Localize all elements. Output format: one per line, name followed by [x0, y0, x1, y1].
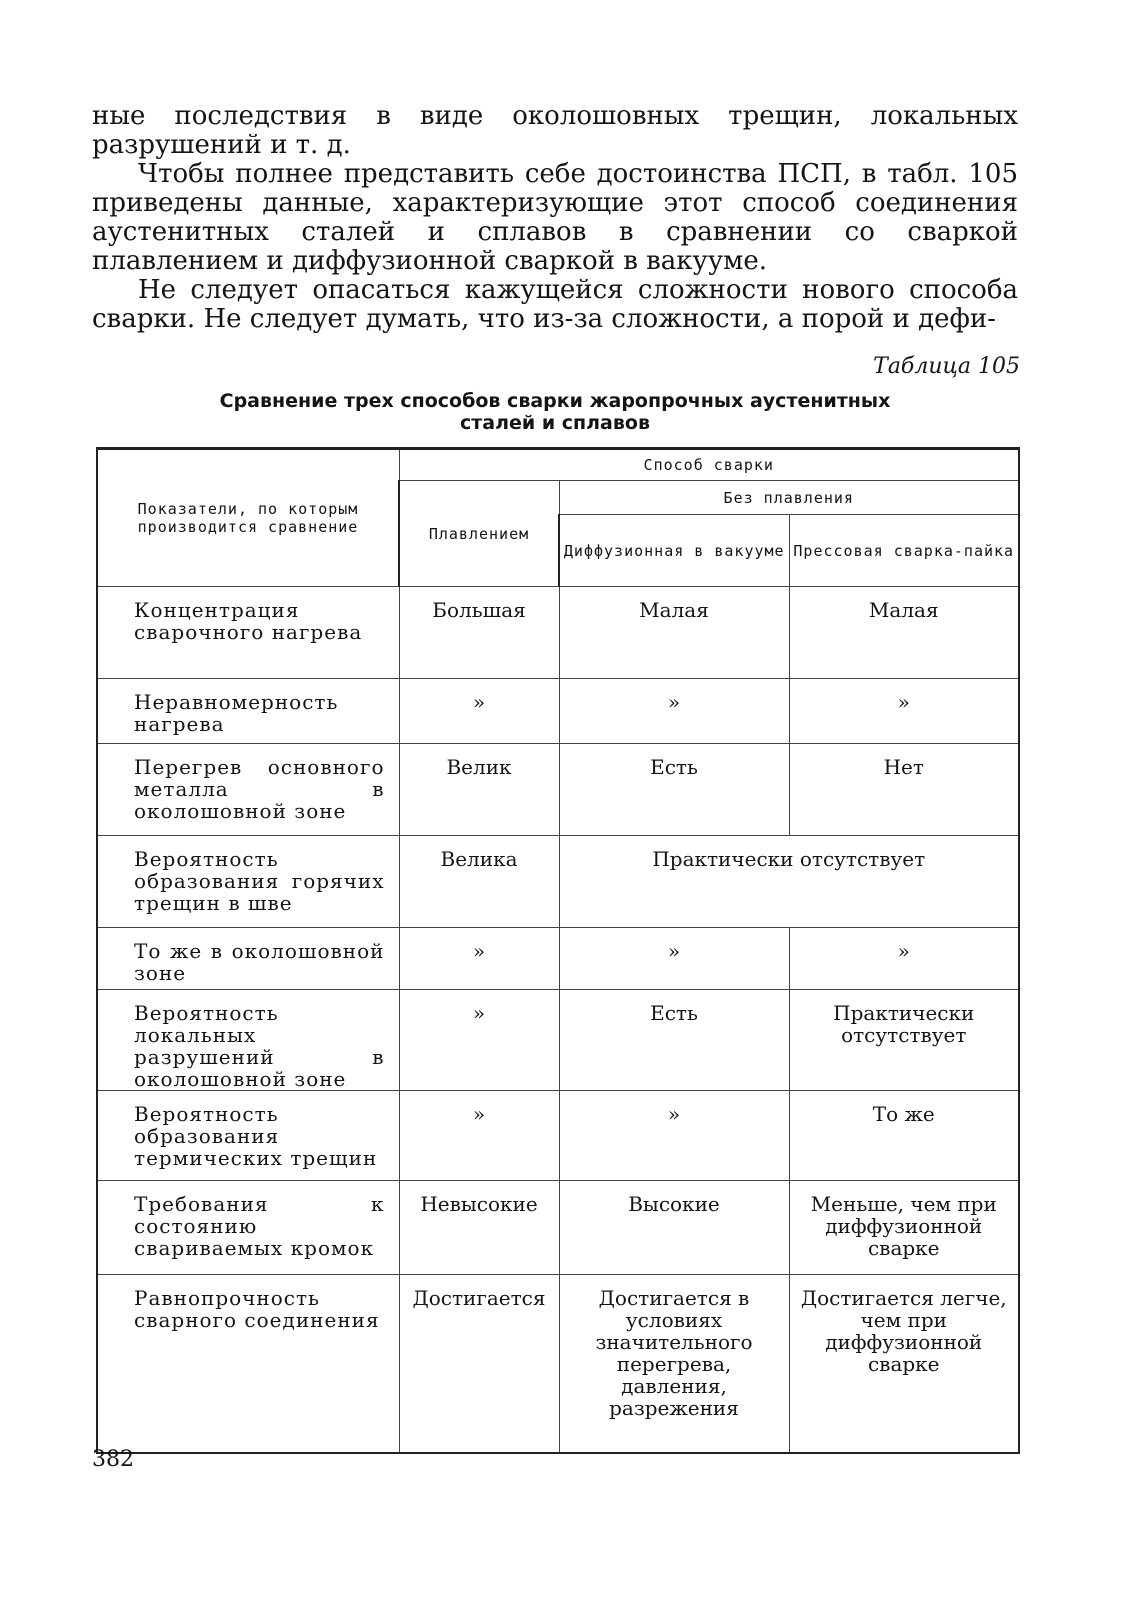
cell-melting: Большая	[399, 587, 559, 679]
table-title-line: сталей и сплавов	[460, 412, 650, 434]
row-criterion: То же в околошовной зоне	[97, 928, 399, 990]
header-method-group: Способ сварки	[399, 449, 1019, 481]
row-criterion: Вероятность локальных разрушений в околошовной зоне	[97, 990, 399, 1091]
row-criterion: Равнопрочность сварного соединения	[97, 1275, 399, 1453]
body-text	[92, 102, 1018, 334]
cell-diffusion: »	[559, 1091, 789, 1181]
cell-diffusion: Достигается в условиях значительного перегрева, давления, разрежения	[559, 1275, 789, 1453]
row-criterion: Неравномерность нагрева	[97, 679, 399, 744]
cell-diffusion: Высокие	[559, 1181, 789, 1275]
cell-pressure: То же	[789, 1091, 1019, 1181]
paragraph: Не следует опасаться кажущейся сложности нового способа сварки. Не следует думать, что из-за сложности, а порой и дефи-	[92, 275, 1018, 334]
cell-melting: Велика	[399, 836, 559, 928]
row-criterion: Перегрев основного металла в околошовной зоне	[97, 744, 399, 836]
page-number: 382	[92, 1447, 134, 1472]
paragraph-continued: ные последствия в виде околошовных трещин, локальных разрушений и т. д.	[92, 101, 1018, 160]
row-criterion: Требования к состоянию свариваемых кромок	[97, 1181, 399, 1275]
header-no-melting-group: Без плавления	[559, 481, 1019, 515]
cell-pressure: »	[789, 928, 1019, 990]
table-row	[97, 1181, 1019, 1275]
cell-melting: Достигается	[399, 1275, 559, 1453]
cell-diffusion: »	[559, 928, 789, 990]
cell-pressure: Практически отсутствует	[789, 990, 1019, 1091]
table-label: Таблица 105	[873, 354, 1020, 379]
row-criterion: Вероятность образования горячих трещин в шве	[97, 836, 399, 928]
cell-diffusion: Малая	[559, 587, 789, 679]
header-diffusion: Диффузионная в вакууме	[559, 515, 789, 587]
table-row	[97, 1275, 1019, 1453]
comparison-table	[96, 447, 1020, 1454]
table-row	[97, 587, 1019, 679]
cell-diffusion: Есть	[559, 744, 789, 836]
cell-melting: Велик	[399, 744, 559, 836]
header-criteria: Показатели, по которым производится сравнение	[97, 449, 399, 587]
table-row	[97, 1091, 1019, 1181]
table-row	[97, 990, 1019, 1091]
table-row	[97, 744, 1019, 836]
table-title	[92, 390, 1018, 434]
cell-pressure: Нет	[789, 744, 1019, 836]
table-row	[97, 836, 1019, 928]
cell-melting: »	[399, 1091, 559, 1181]
table-row	[97, 679, 1019, 744]
cell-melting: »	[399, 928, 559, 990]
cell-merged: Практически отсутствует	[559, 836, 1019, 928]
table-row	[97, 928, 1019, 990]
header-pressure: Прессовая сварка-пайка	[789, 515, 1019, 587]
row-criterion: Концентрация сварочного нагрева	[97, 587, 399, 679]
row-criterion: Вероятность образования термических трещин	[97, 1091, 399, 1181]
cell-pressure: Меньше, чем при диффузионной сварке	[789, 1181, 1019, 1275]
table-title-line: Сравнение трех способов сварки жаропрочных аустенитных	[219, 390, 891, 412]
cell-diffusion: »	[559, 679, 789, 744]
cell-pressure: Достигается легче, чем при диффузионной сварке	[789, 1275, 1019, 1453]
cell-melting: »	[399, 679, 559, 744]
header-melting: Плавлением	[399, 481, 559, 587]
cell-pressure: »	[789, 679, 1019, 744]
cell-diffusion: Есть	[559, 990, 789, 1091]
cell-melting: Невысокие	[399, 1181, 559, 1275]
cell-pressure: Малая	[789, 587, 1019, 679]
cell-melting: »	[399, 990, 559, 1091]
paragraph: Чтобы полнее представить себе достоинства ПСП, в табл. 105 приведены данные, характеризующие этот способ соединения аустенитных сталей и сплавов в сравнении со сваркой плавлением и диффузионной сваркой в вакууме.	[92, 159, 1018, 276]
